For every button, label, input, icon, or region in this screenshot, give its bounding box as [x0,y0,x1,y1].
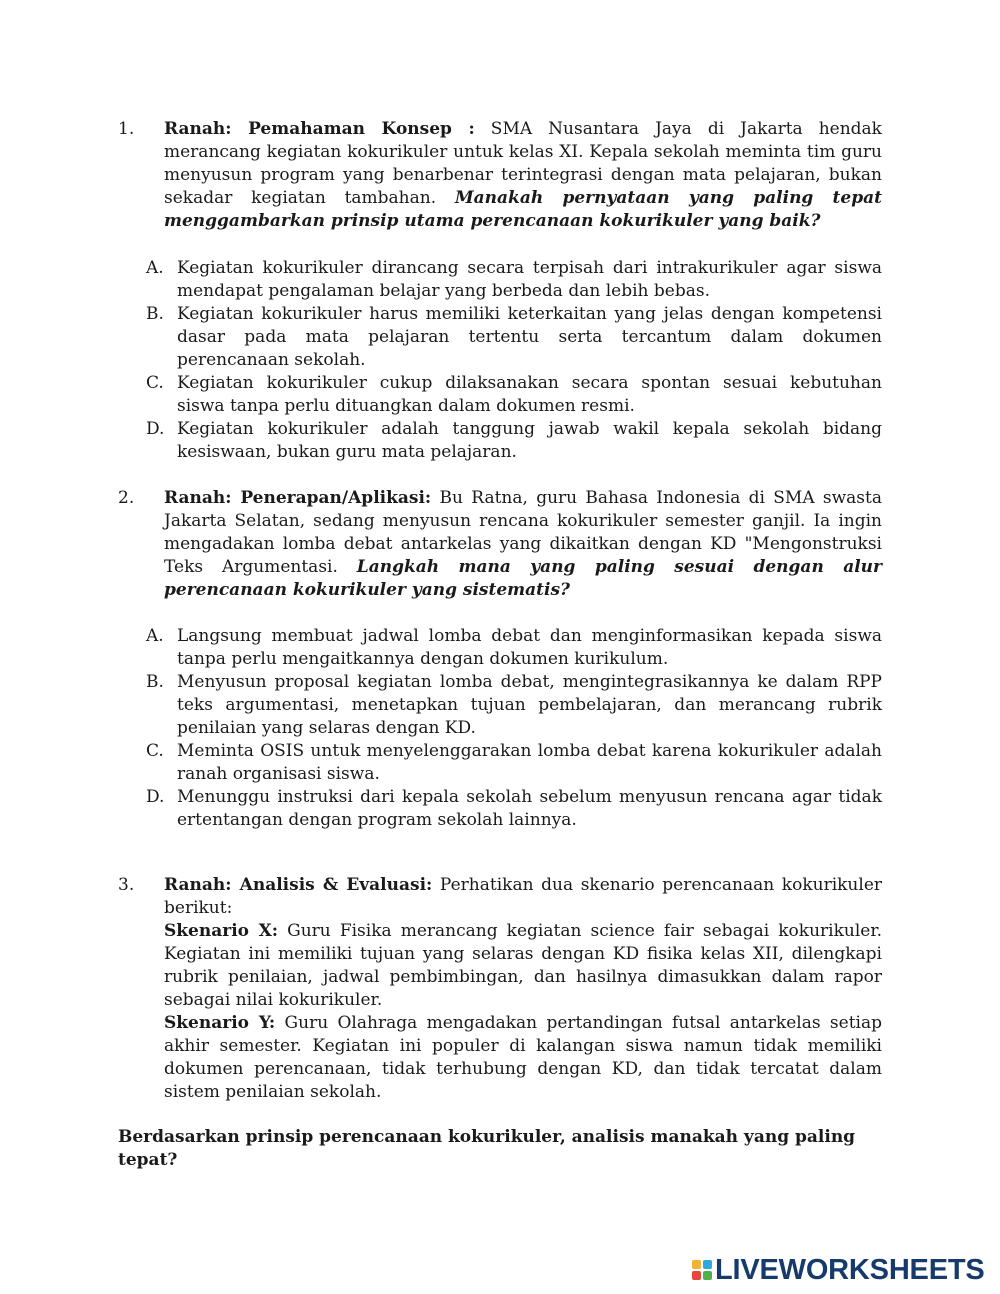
question-number: 2. [118,488,135,508]
option-letter: B. [146,304,164,324]
question-domain-label: Ranah: Penerapan/Aplikasi: [164,488,432,508]
logo-mark-icon [692,1260,712,1280]
option-text: Kegiatan kokurikuler dirancang secara terpisah dari intrakurikuler agar siswa mendapat pengalaman belajar yang berbeda dan lebih bebas. [177,258,882,301]
question-domain-label: Ranah: Analisis & Evaluasi: [164,875,433,895]
question-prompt: Manakah pernyataan yang paling tepat menggambarkan prinsip utama perencanaan kokurikuler yang baik? [164,188,882,231]
option-letter: D. [146,787,165,807]
question-domain-label: Ranah: Pemahaman Konsep : [164,119,475,139]
scenario-x-label: Skenario X: [164,921,279,941]
answer-option-a[interactable] [118,257,882,303]
answer-options-1 [118,257,882,464]
option-text: Kegiatan kokurikuler harus memiliki keterkaitan yang jelas dengan kompetensi dasar pada mata pelajaran tertentu serta tercantum dalam dokumen perencanaan sekolah. [177,304,882,370]
scenario-y [164,1012,882,1104]
option-text: Menyusun proposal kegiatan lomba debat, mengintegrasikannya ke dalam RPP teks argumentasi, menetapkan tujuan pembelajaran, dan merancang rubrik penilaian yang selaras dengan KD. [177,672,882,738]
option-letter: C. [146,741,164,761]
answer-option-a[interactable] [118,625,882,671]
question-context: SMA Nusantara Jaya di Jakarta hendak merancang kegiatan kokurikuler untuk kelas XI. Kepala sekolah meminta tim guru menyusun program yang benarbenar terintegrasi dengan mata pelajaran, bukan sekadar kegiatan tambahan. [164,119,882,208]
question-stem [164,874,882,1104]
logo-square [703,1271,712,1280]
option-letter: C. [146,373,164,393]
question-stem [164,487,882,602]
option-text: Langsung membuat jadwal lomba debat dan menginformasikan kepada siswa tanpa perlu mengaitkannya dengan dokumen kurikulum. [177,626,882,669]
answer-option-c[interactable] [118,740,882,786]
question-1 [118,118,882,233]
logo-square [692,1271,701,1280]
question-prompt: Langkah mana yang paling sesuai dengan alur perencanaan kokurikuler yang sistematis? [164,557,882,600]
question-3 [118,874,882,1104]
option-letter: A. [146,258,164,278]
option-letter: B. [146,672,164,692]
option-text: Kegiatan kokurikuler adalah tanggung jawab wakil kepala sekolah bidang kesiswaan, bukan guru mata pelajaran. [177,419,882,462]
scenario-y-label: Skenario Y: [164,1013,276,1033]
logo-square [703,1260,712,1269]
answer-option-d[interactable] [118,418,882,464]
question-stem [164,118,882,233]
option-text: Menunggu instruksi dari kepala sekolah sebelum menyusun rencana agar tidak ertentangan dengan program sekolah lainnya. [177,787,882,830]
scenario-x [164,920,882,1012]
question-number: 1. [118,119,135,139]
answer-option-b[interactable] [118,303,882,372]
scenario-y-text: Guru Olahraga mengadakan pertandingan futsal antarkelas setiap akhir semester. Kegiatan ini populer di kalangan siswa namun tidak memiliki dokumen perencanaan, tidak terhubung dengan KD, dan tidak tercatat dalam sistem penilaian sekolah. [164,1013,883,1102]
question-number: 3. [118,875,135,895]
closing-question: Berdasarkan prinsip perencanaan kokurikuler, analisis manakah yang paling tepat? [118,1127,856,1170]
option-letter: A. [146,626,164,646]
answer-options-2 [118,625,882,832]
answer-option-c[interactable] [118,372,882,418]
logo-text: LIVEWORKSHEETS [715,1253,985,1286]
liveworksheets-logo [692,1255,985,1285]
question-context: Bu Ratna, guru Bahasa Indonesia di SMA swasta Jakarta Selatan, sedang menyusun rencana kokurikuler semester ganjil. Ia ingin mengadakan lomba debat antarkelas yang dikaitkan dengan KD "Mengonstruksi Teks Argumentasi. [164,488,882,577]
logo-square [692,1260,701,1269]
option-text: Kegiatan kokurikuler cukup dilaksanakan secara spontan sesuai kebutuhan siswa tanpa perlu dituangkan dalam dokumen resmi. [177,373,882,416]
option-letter: D. [146,419,165,439]
question-context: Perhatikan dua skenario perencanaan kokurikuler berikut: [164,875,883,918]
question-2 [118,487,882,602]
scenario-x-text: Guru Fisika merancang kegiatan science fair sebagai kokurikuler. Kegiatan ini memiliki tujuan yang selaras dengan KD fisika kelas XII, dilengkapi rubrik penilaian, jadwal pembimbingan, dan hasilnya dimasukkan dalam rapor sebagai nilai kokurikuler. [164,921,882,1010]
answer-option-d[interactable] [118,786,882,832]
answer-option-b[interactable] [118,671,882,740]
option-text: Meminta OSIS untuk menyelenggarakan lomba debat karena kokurikuler adalah ranah organisasi siswa. [177,741,882,784]
question-intro [164,874,882,920]
